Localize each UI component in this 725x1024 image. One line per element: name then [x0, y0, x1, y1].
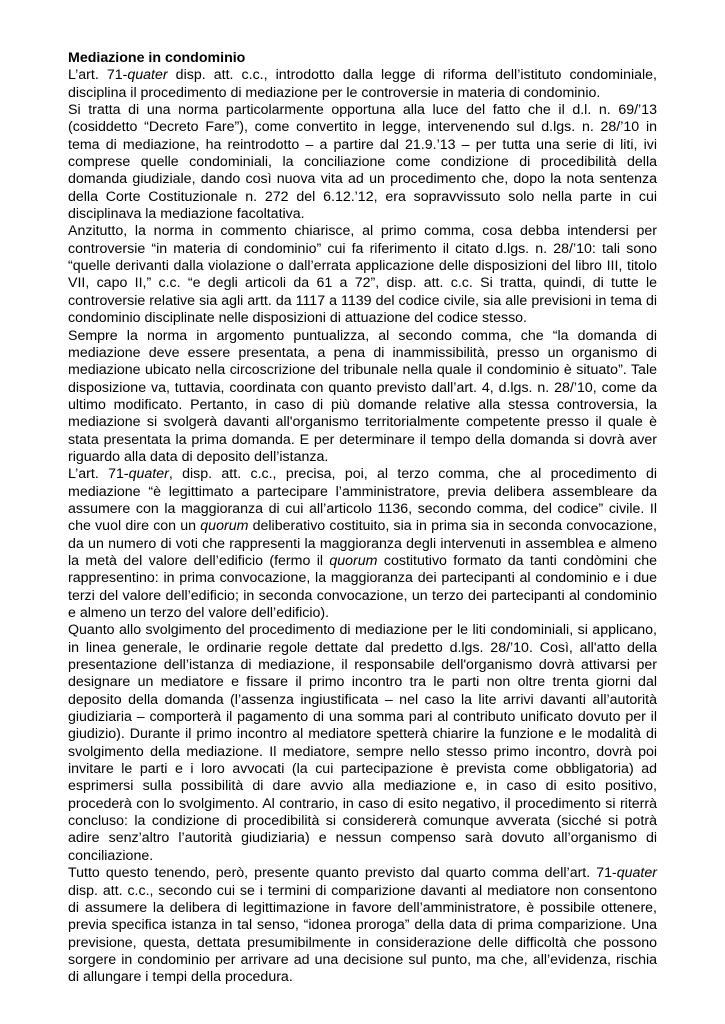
- text-run: costitutivo formato da tanti condòmini che rappresentino: in prima convocazione, la maggioranza dei partecipanti al condominio e i due terzi del valore dell’edificio; in seconda convocazione, un terzo dei partecipanti al condominio e almeno un terzo del valore dell’edificio).: [68, 552, 657, 621]
- paragraph-intro: [68, 67, 657, 102]
- paragraph-secondo-comma: [68, 328, 657, 467]
- paragraph-decreto-fare: [68, 102, 657, 223]
- text-run: Quanto allo svolgimento del procedimento di mediazione per le liti condominiali, si applicano, in linea generale, le ordinarie regole dettate dal predetto d.lgs. 28/’10. Così, all'atto della presentazione dell’istanza di mediazione, il responsabile dell'organismo dovrà attivarsi per designare un mediatore e fissare il primo incontro tra le parti non oltre trenta giorni dal deposito della domanda (l’assenza ingiustificata – nel caso la lite arrivi davanti all’autorità giudiziaria – comporterà il pagamento di una somma pari al contributo unificato dovuto per il giudizio). Durante il primo incontro al mediatore spetterà chiarire la funzione e le modalità di svolgimento della mediazione. Il mediatore, sempre nello stesso primo incontro, dovrà poi invitare le parti e i loro avvocati (la cui partecipazione è prevista come obbligatoria) ad esprimersi sulla possibilità di dare avvio alla mediazione e, in caso di esito positivo, procederà con lo svolgimento. Al contrario, in caso di esito negativo, il procedimento si riterrà concluso: la condizione di procedibilità si considererà comunque avverata (sicché si potrà adire senz’altro l’autorità giudiziaria) e nessun compenso sarà dovuto all’organismo di conciliazione.: [68, 622, 657, 864]
- text-run: , disp. att. c.c., precisa, poi, al terzo comma, che al procedimento di mediazione “è legittimato a partecipare l’amministratore, previa delibera assembleare da assumere con la maggioranza di cui all’articolo 1136, secondo comma, del codice” civile. Il che vuol dire con un: [68, 466, 657, 535]
- italic-term: quater: [616, 865, 657, 882]
- italic-term: quater: [128, 466, 169, 483]
- paragraph-terzo-comma: [68, 466, 657, 622]
- text-run: Anzitutto, la norma in commento chiarisce, al primo comma, cosa debba intendersi per controversie “in materia di condominio” cui fa riferimento il citato d.lgs. n. 28/’10: tali sono “quelle derivanti dalla violazione o dall’errata applicazione delle disposizioni del libro III, titolo VII, capo II,” c.c. “e degli articoli da 61 a 72”, disp. att. c.c. Si tratta, quindi, di tutte le controversie relative sia agli artt. da 1117 a 1139 del codice civile, sia alle previsioni in tema di condominio disciplinate nelle disposizioni di attuazione del codice stesso.: [68, 223, 657, 327]
- document-page: [68, 50, 657, 987]
- text-run: disp. att. c.c., introdotto dalla legge di riforma dell’istituto condominiale, disciplina il procedimento di mediazione per le controversie in materia di condominio.: [68, 67, 657, 101]
- italic-term: quorum: [200, 518, 249, 535]
- paragraph-svolgimento: [68, 622, 657, 865]
- text-run: L’art. 71-: [68, 466, 129, 483]
- italic-term: quater: [127, 67, 168, 84]
- text-run: disp. att. c.c., secondo cui se i termini di comparizione davanti al mediatore non consentono di assumere la delibera di legittimazione in favore dell’amministratore, è possibile ottenere, previa specifica istanza in tal senso, “idonea proroga” della data di prima comparizione. Una previsione, questa, dettata presumibilmente in considerazione delle difficoltà che possono sorgere in condominio per arrivare ad una decisione sul punto, ma che, all’evidenza, rischia di allungare i tempi della procedura.: [68, 882, 657, 986]
- text-run: Si tratta di una norma particolarmente opportuna alla luce del fatto che il d.l. n. 69/’13 (cosiddetto “Decreto Fare”), come convertito in legge, intervenendo sul d.lgs. n. 28/’10 in tema di mediazione, ha reintrodotto – a partire dal 21.9.’13 – per tutta una serie di liti, ivi comprese quelle condominiali, la conciliazione come condizione di procedibilità della domanda giudiziale, dando così nuova vita ad un procedimento che, dopo la nota sentenza della Corte Costituzionale n. 272 del 6.12.’12, era sopravvissuto solo nella parte in cui disciplinava la mediazione facoltativa.: [68, 102, 657, 223]
- paragraph-quarto-comma: [68, 865, 657, 986]
- text-run: Tutto questo tenendo, però, presente quanto previsto dal quarto comma dell’art. 71-: [68, 865, 617, 882]
- document-title: Mediazione in condominio: [68, 50, 246, 66]
- text-run: L’art. 71-: [68, 67, 128, 84]
- text-run: deliberativo costituito, sia in prima sia in seconda convocazione, da un numero di voti che rappresenti la maggioranza degli intervenuti in assemblea e almeno la metà del valore dell’edificio (fermo il: [68, 518, 657, 569]
- text-run: Sempre la norma in argomento puntualizza, al secondo comma, che “la domanda di mediazione deve essere presentata, a pena di inammissibilità, presso un organismo di mediazione ubicato nella circoscrizione del tribunale nella quale il condominio è situato”. Tale disposizione va, tuttavia, coordinata con quanto previsto dall’art. 4, d.lgs. n. 28/’10, come da ultimo modificato. Pertanto, in caso di più domande relative alla stessa controversia, la mediazione si svolgerà davanti all'organismo territorialmente competente presso il quale è stata presentata la prima domanda. E per determinare il tempo della domanda si dovrà aver riguardo alla data di deposito dell’istanza.: [68, 327, 657, 465]
- paragraph-primo-comma: [68, 223, 657, 327]
- italic-term: quorum: [329, 552, 378, 569]
